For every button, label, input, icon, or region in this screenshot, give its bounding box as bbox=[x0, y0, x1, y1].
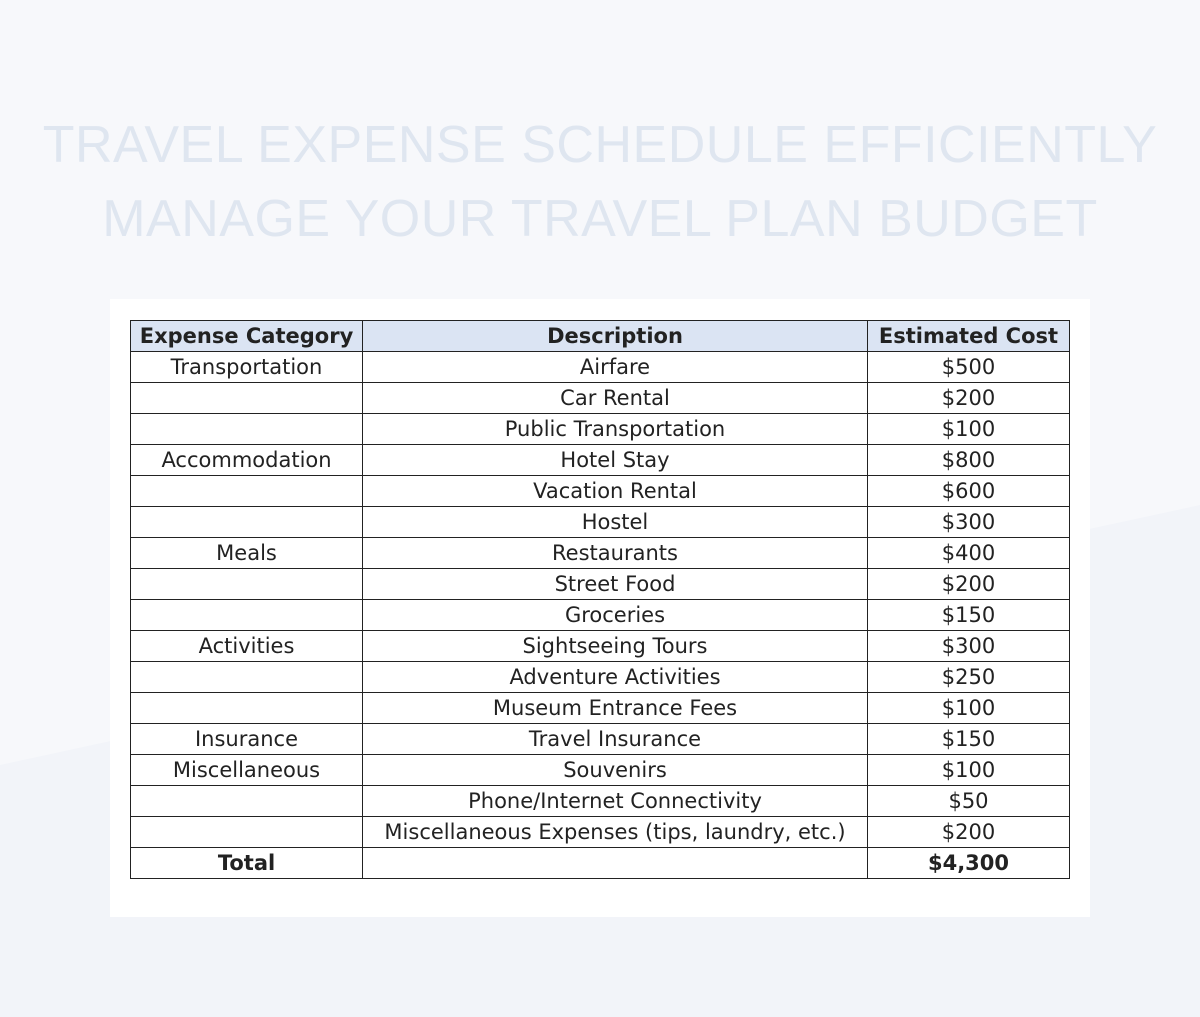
cost-cell: $150 bbox=[868, 724, 1070, 755]
header-description: Description bbox=[363, 321, 868, 352]
category-cell: Insurance bbox=[131, 724, 363, 755]
table-card bbox=[110, 299, 1090, 917]
description-cell: Phone/Internet Connectivity bbox=[363, 786, 868, 817]
expense-table bbox=[130, 320, 1070, 879]
cost-cell: $100 bbox=[868, 414, 1070, 445]
description-cell: Groceries bbox=[363, 600, 868, 631]
total-label: Total bbox=[131, 848, 363, 879]
category-cell bbox=[131, 600, 363, 631]
description-cell: Miscellaneous Expenses (tips, laundry, etc.) bbox=[363, 817, 868, 848]
cost-cell: $500 bbox=[868, 352, 1070, 383]
category-cell: Accommodation bbox=[131, 445, 363, 476]
category-cell bbox=[131, 414, 363, 445]
description-cell: Museum Entrance Fees bbox=[363, 693, 868, 724]
category-cell bbox=[131, 786, 363, 817]
description-cell: Street Food bbox=[363, 569, 868, 600]
table-row bbox=[131, 538, 1070, 569]
header-row bbox=[131, 321, 1070, 352]
category-cell bbox=[131, 383, 363, 414]
category-cell: Transportation bbox=[131, 352, 363, 383]
category-cell bbox=[131, 662, 363, 693]
description-cell: Restaurants bbox=[363, 538, 868, 569]
category-cell bbox=[131, 693, 363, 724]
table-row bbox=[131, 693, 1070, 724]
cost-cell: $150 bbox=[868, 600, 1070, 631]
cost-cell: $200 bbox=[868, 569, 1070, 600]
cost-cell: $200 bbox=[868, 817, 1070, 848]
cost-cell: $600 bbox=[868, 476, 1070, 507]
header-estimated-cost: Estimated Cost bbox=[868, 321, 1070, 352]
table-row bbox=[131, 817, 1070, 848]
table-row bbox=[131, 476, 1070, 507]
table-row bbox=[131, 569, 1070, 600]
header-expense-category: Expense Category bbox=[131, 321, 363, 352]
cost-cell: $200 bbox=[868, 383, 1070, 414]
description-cell: Souvenirs bbox=[363, 755, 868, 786]
title-line-2: MANAGE YOUR TRAVEL PLAN BUDGET bbox=[102, 190, 1098, 248]
table-row bbox=[131, 786, 1070, 817]
table-row bbox=[131, 507, 1070, 538]
category-cell bbox=[131, 476, 363, 507]
table-row bbox=[131, 383, 1070, 414]
description-cell: Public Transportation bbox=[363, 414, 868, 445]
table-row bbox=[131, 631, 1070, 662]
table-row bbox=[131, 445, 1070, 476]
category-cell: Miscellaneous bbox=[131, 755, 363, 786]
category-cell bbox=[131, 507, 363, 538]
total-description-cell bbox=[363, 848, 868, 879]
cost-cell: $300 bbox=[868, 631, 1070, 662]
description-cell: Car Rental bbox=[363, 383, 868, 414]
table-row bbox=[131, 600, 1070, 631]
table-row bbox=[131, 352, 1070, 383]
table-row bbox=[131, 724, 1070, 755]
table-row bbox=[131, 414, 1070, 445]
cost-cell: $50 bbox=[868, 786, 1070, 817]
description-cell: Vacation Rental bbox=[363, 476, 868, 507]
cost-cell: $800 bbox=[868, 445, 1070, 476]
cost-cell: $250 bbox=[868, 662, 1070, 693]
table-row bbox=[131, 755, 1070, 786]
total-cost: $4,300 bbox=[868, 848, 1070, 879]
description-cell: Airfare bbox=[363, 352, 868, 383]
cost-cell: $400 bbox=[868, 538, 1070, 569]
category-cell bbox=[131, 817, 363, 848]
cost-cell: $300 bbox=[868, 507, 1070, 538]
cost-cell: $100 bbox=[868, 693, 1070, 724]
title-line-1: TRAVEL EXPENSE SCHEDULE EFFICIENTLY bbox=[42, 116, 1158, 174]
description-cell: Sightseeing Tours bbox=[363, 631, 868, 662]
description-cell: Adventure Activities bbox=[363, 662, 868, 693]
total-row bbox=[131, 848, 1070, 879]
category-cell: Meals bbox=[131, 538, 363, 569]
page-title bbox=[0, 108, 1200, 256]
cost-cell: $100 bbox=[868, 755, 1070, 786]
description-cell: Hotel Stay bbox=[363, 445, 868, 476]
category-cell: Activities bbox=[131, 631, 363, 662]
description-cell: Travel Insurance bbox=[363, 724, 868, 755]
table-row bbox=[131, 662, 1070, 693]
category-cell bbox=[131, 569, 363, 600]
description-cell: Hostel bbox=[363, 507, 868, 538]
